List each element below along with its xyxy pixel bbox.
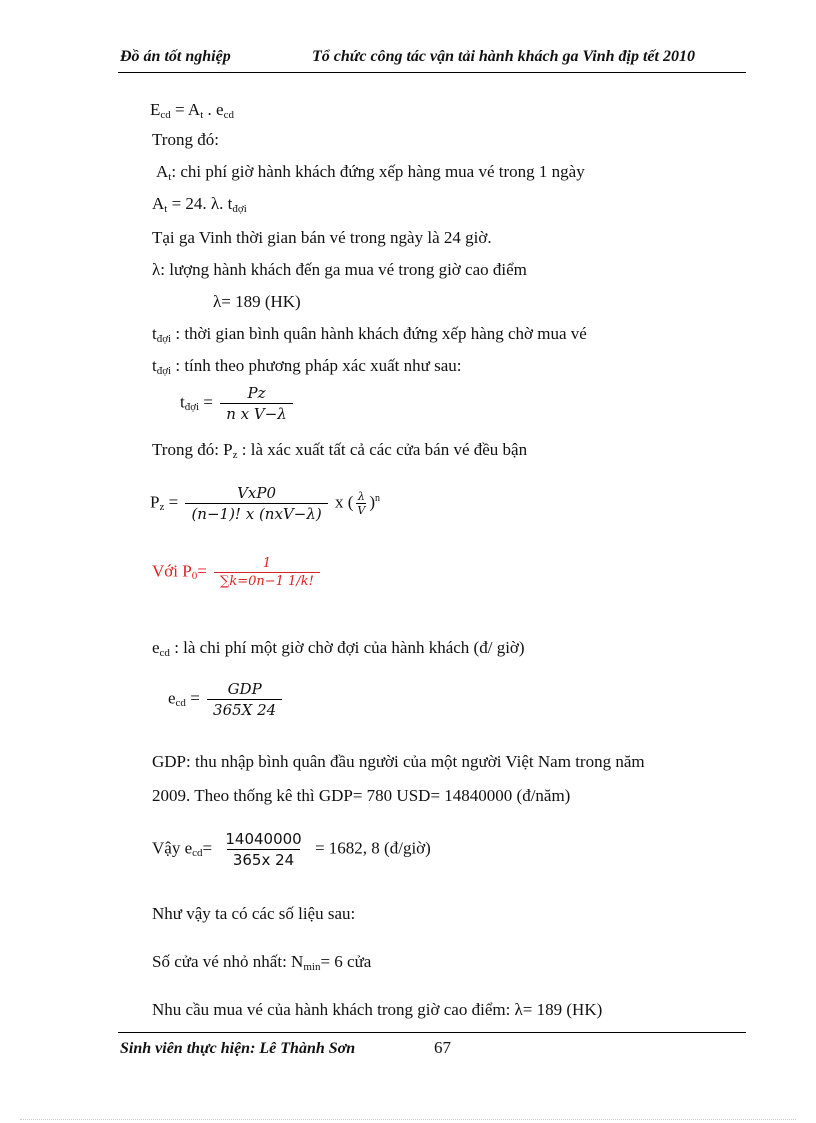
header-right: Tổ chức công tác vận tải hành khách ga Vinh địp tết 2010 xyxy=(312,48,695,65)
page-number: 67 xyxy=(434,1038,451,1057)
page-bottom-border xyxy=(20,1119,796,1120)
line-ecd-formula: Ecd = At . ecd xyxy=(150,100,234,121)
header-left: Đồ án tốt nghiệp xyxy=(120,48,231,65)
line-demand: Nhu cầu mua vé của hành khách trong giờ cao điểm: λ= 189 (HK) xyxy=(152,1000,603,1019)
header-rule xyxy=(118,72,746,73)
line-pz-def: Trong đó: Pz : là xác xuất tất cả các cửa bán vé đều bận xyxy=(152,440,528,461)
line-nmin: Số cửa vé nhỏ nhất: Nmin= 6 cửa xyxy=(152,952,372,973)
line-ecd-def: ecd : là chi phí một giờ chờ đợi của hành khách (đ/ giờ) xyxy=(152,638,525,659)
formula-ecd: ecd = $\frac{\text{GDP}}{365X 24}$ xyxy=(168,680,285,719)
line-tdoi-def: tđợi : thời gian bình quân hành khách đứng xếp hàng chờ mua vé xyxy=(152,324,587,345)
line-at-def: At: chi phí giờ hành khách đứng xếp hàng mua vé trong 1 ngày xyxy=(156,162,585,183)
line-trong-do-1: Trong đó: xyxy=(152,130,219,149)
footer-rule xyxy=(118,1032,746,1033)
formula-ecd-result: Vậy ecd= $\frac{14040000}{365x 24}$ = 1682, 8 (đ/giờ) xyxy=(152,830,431,869)
line-summary: Như vậy ta có các số liệu sau: xyxy=(152,904,356,923)
line-lambda-value: λ= 189 (HK) xyxy=(213,292,301,311)
line-lambda-def: λ: lượng hành khách đến ga mua vé trong giờ cao điểm xyxy=(152,260,527,279)
formula-p0: Với P0= $\frac{1}{\sum k=0n-1 1/k!}$ xyxy=(152,556,323,589)
line-at-formula: At = 24. λ. tđợi xyxy=(152,194,247,215)
line-tdoi-method: tđợi : tính theo phương pháp xác xuất như sau: xyxy=(152,356,462,377)
line-gdp-def: GDP: thu nhập bình quân đầu người của một người Việt Nam trong năm xyxy=(152,752,645,771)
formula-tdoi: tđợi = $\frac{Pz}{\text{n x V−λ}}$ xyxy=(180,384,296,423)
formula-pz: Pz = $\frac{\text{VxP0}}{\text{(n−1)! x (nxV−λ)}}$ x ( $\frac{\lambda}{V}$ )$^n$ xyxy=(150,484,380,523)
line-gdp-value: 2009. Theo thống kê thì GDP= 780 USD= 14840000 (đ/năm) xyxy=(152,786,571,805)
footer-author: Sinh viên thực hiện: Lê Thành Sơn xyxy=(120,1040,356,1057)
line-sale-time: Tại ga Vinh thời gian bán vé trong ngày là 24 giờ. xyxy=(152,228,492,247)
